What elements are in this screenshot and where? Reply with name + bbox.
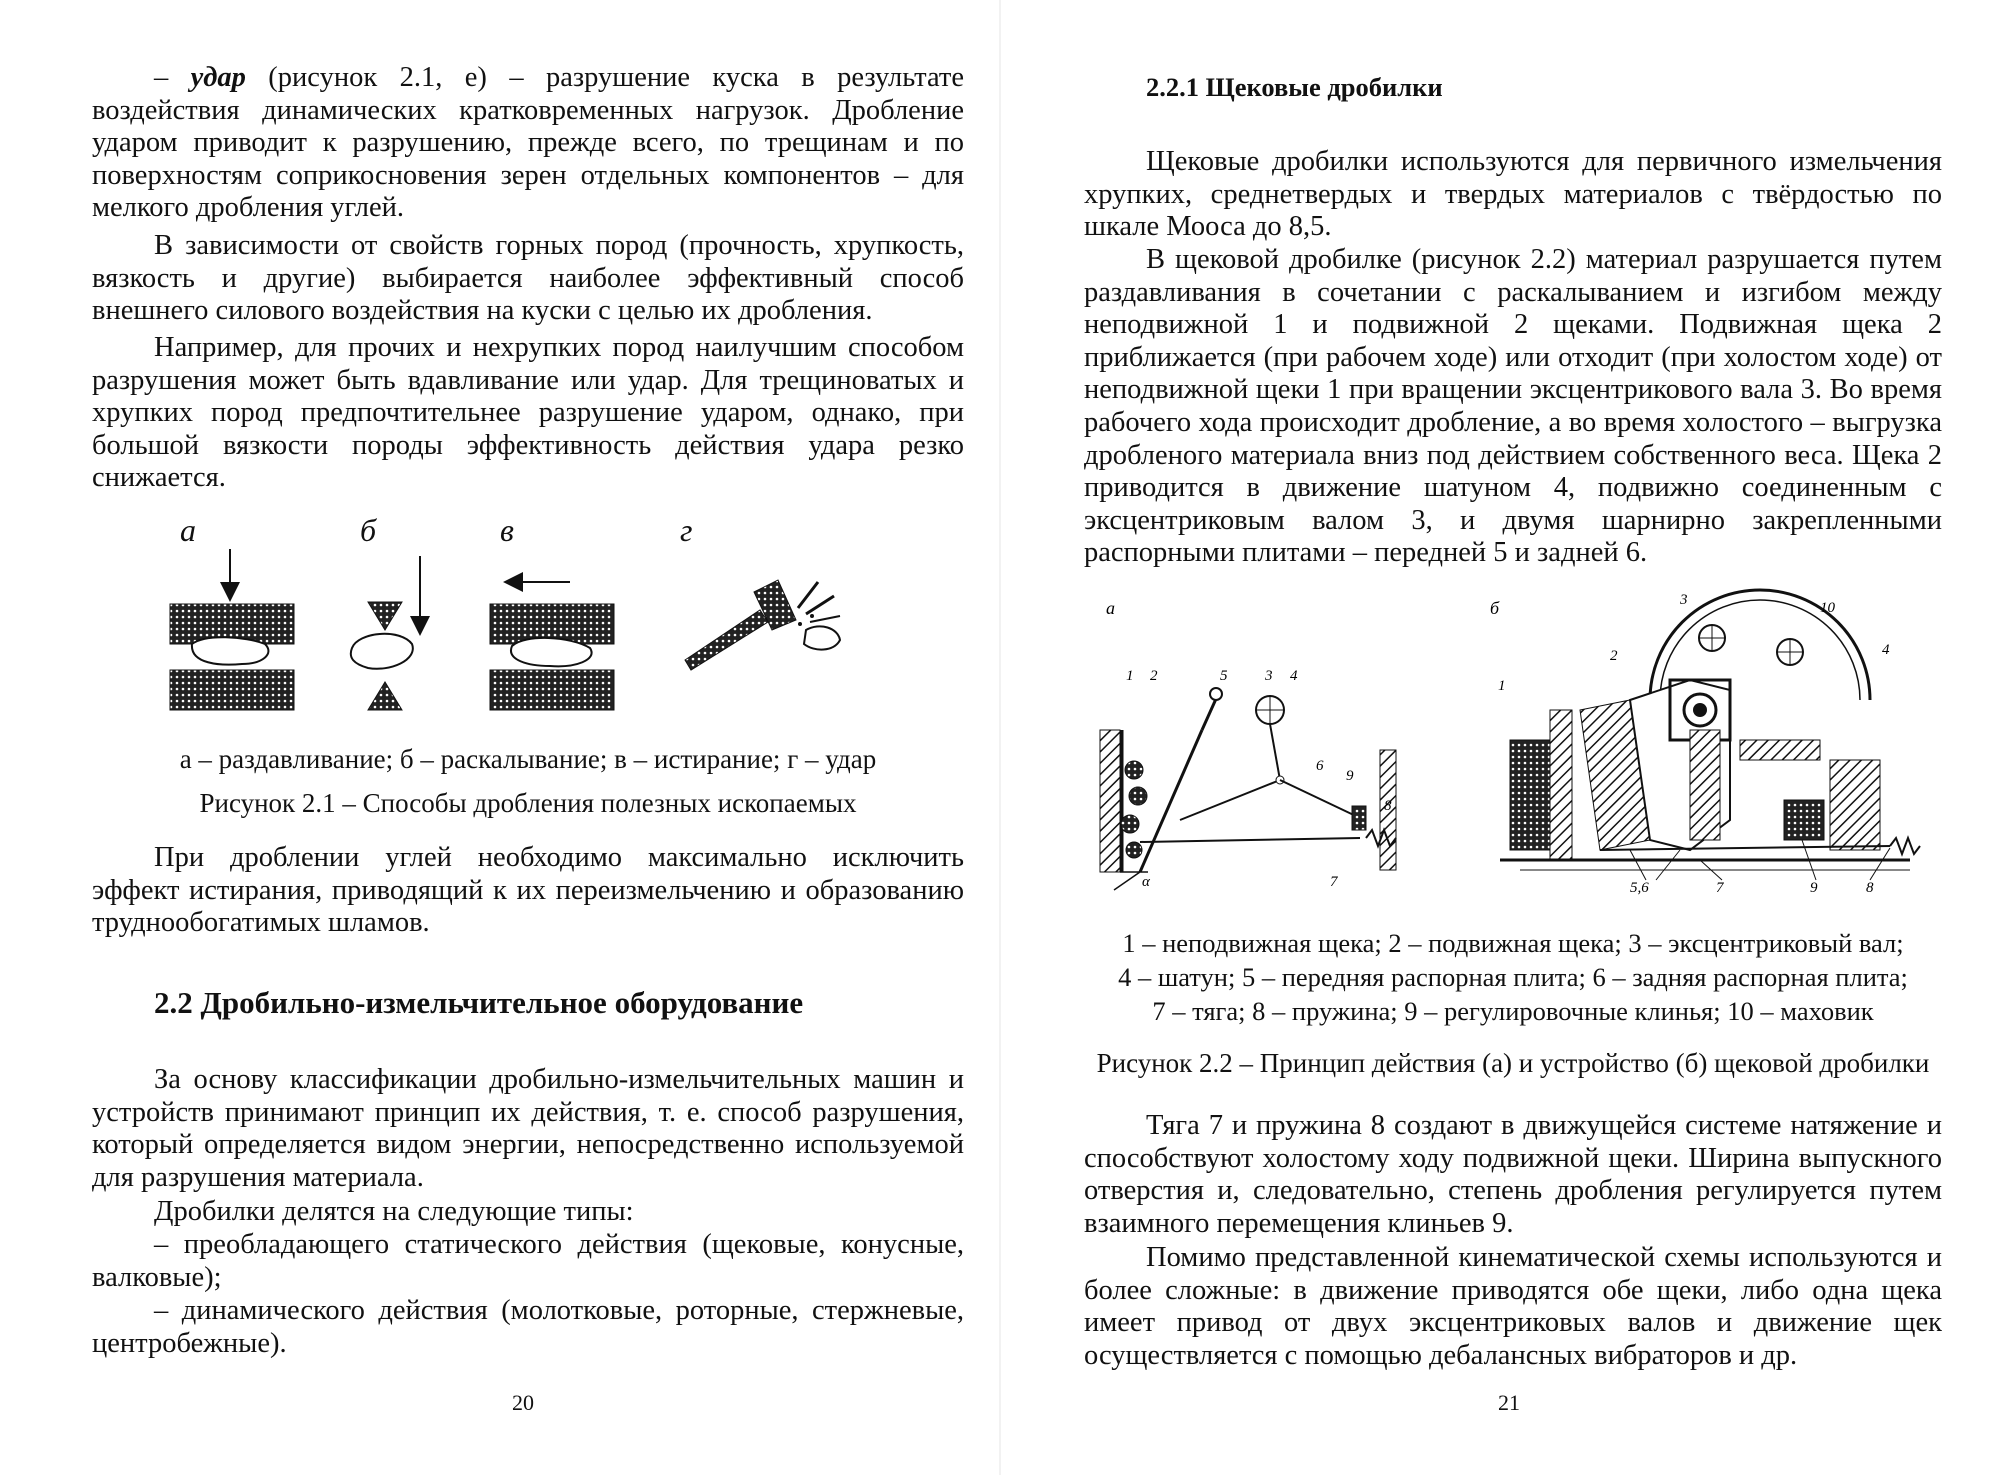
- crushing-methods-drawing: [150, 512, 910, 712]
- fig1-label-g: г: [680, 512, 693, 548]
- svg-text:9: 9: [1346, 768, 1354, 784]
- paragraph-rock-properties: В зависимости от свойств горных пород (прочность, хрупкость, вязкость и другие) выбирается наиболее эффективный способ внешнего силового воздействия на куски с целью их дробления.: [92, 230, 964, 327]
- svg-text:8: 8: [1384, 798, 1392, 814]
- figure-2-2-legend-line-2: 4 – шатун; 5 – передняя распорная плита; 6 – задняя распорная плита;: [1118, 962, 1908, 992]
- svg-text:4: 4: [1882, 642, 1890, 658]
- movable-jaw: [1140, 730, 1202, 872]
- svg-text:9: 9: [1810, 880, 1818, 896]
- paragraph-impact: – удар (рисунок 2.1, е) – разрушение куска в результате воздействия динамических кратковременных нагрузок. Дробление ударом приводит к разрушению, прежде всего, по трещинам и по поверхностям соприкосновения зерен отдельных компонентов – для мелкого дробления углей.: [92, 62, 964, 224]
- list-item-dynamic: – динамического действия (молотковые, роторные, стержневые, центробежные).: [92, 1295, 964, 1359]
- figure-2-1-caption: Рисунок 2.1 – Способы дробления полезных ископаемых: [199, 788, 857, 818]
- fixed-jaw-body: [1100, 730, 1120, 872]
- svg-text:α: α: [1142, 874, 1150, 890]
- svg-text:1: 1: [1126, 668, 1134, 684]
- rear-frame: [1830, 760, 1880, 850]
- fragment-1: [798, 622, 802, 626]
- fig1-label-v: в: [500, 512, 514, 548]
- paragraph-coal-abrasion: При дроблении углей необходимо максимально исключить эффект истирания, приводящий к их переизмельчению и образованию труднообогатимых шламов.: [92, 842, 964, 939]
- figure-2-2-legend-line-3: 7 – тяга; 8 – пружина; 9 – регулировочные клинья; 10 – маховик: [1152, 996, 1874, 1026]
- svg-text:7: 7: [1330, 874, 1338, 890]
- svg-text:4: 4: [1290, 668, 1298, 684]
- adjusting-wedges: [1352, 806, 1366, 830]
- list-item-static: – преобладающего статического действия (щековые, конусные, валковые);: [92, 1229, 964, 1293]
- fig1-label-b: б: [360, 512, 377, 548]
- spark-2: [806, 596, 834, 614]
- jaw-pivot: [1210, 688, 1222, 700]
- page-number-right: 21: [1498, 1390, 1520, 1415]
- lump-g: [804, 626, 840, 649]
- svg-text:7: 7: [1716, 880, 1724, 896]
- material-3: [1121, 815, 1139, 833]
- wedge-top-b: [368, 602, 402, 630]
- wedge-bottom-b: [368, 682, 402, 710]
- svg-text:2: 2: [1150, 668, 1158, 684]
- svg-text:8: 8: [1866, 880, 1874, 896]
- connecting-rod: [1270, 724, 1280, 780]
- paragraph-jaw-crusher-operation: В щековой дробилке (рисунок 2.2) материал разрушается путем раздавливания в сочетании с раскалыванием и изгибом между неподвижной 1 и подвижной 2 щеками. Подвижная щека 2 приближается (при рабочем ходе) или отходит (при холостом ходе) от неподвижной щеки 1 при вращении эксцентрикового вала 3. Во время рабочего хода происходит дробление, а во время холостого – выгрузка дробленого материала вниз под действием собственного веса. Щека 2 приводится в движение шатуном 4, подвижно соединенным с эксцентриковым валом 3, и двумя шарнирно закрепленными распорными плитами – передней 5 и задней 6.: [1084, 244, 1942, 569]
- plate-bottom-v: [490, 670, 614, 710]
- lump-v: [511, 638, 592, 666]
- right-page: [1000, 0, 2000, 1475]
- term-impact: удар: [190, 62, 246, 93]
- hammer-handle: [685, 610, 768, 670]
- svg-text:6: 6: [1316, 758, 1324, 774]
- svg-text:5,6: 5,6: [1630, 880, 1649, 896]
- front-toggle-plate: [1180, 780, 1280, 820]
- figure-2-1-legend: а – раздавливание; б – раскалывание; в – истирание; г – удар: [179, 744, 877, 774]
- fig2-label-a: а: [1106, 598, 1115, 618]
- paragraph-jaw-crusher-use: Щековые дробилки используются для первичного измельчения хрупких, среднетвердых и твердых материалов с твёрдостью по шкале Мооса до 8,5.: [1084, 146, 1942, 243]
- svg-text:10: 10: [1820, 600, 1835, 616]
- pitman-b: [1690, 730, 1720, 840]
- rear-toggle-plate: [1280, 780, 1360, 818]
- paragraph-complex-schemes: Помимо представленной кинематической схемы используются и более сложные: в движение приводятся обе щеки, либо одна щека имеет привод от двух эксцентриковых валов и движение щек осуществляется с помощью дебалансных вибраторов и др.: [1084, 1242, 1942, 1371]
- fig1-label-a: а: [180, 512, 196, 548]
- page-number-left: 20: [512, 1390, 534, 1415]
- svg-text:2: 2: [1610, 648, 1618, 664]
- lump-a: [192, 637, 269, 664]
- svg-text:3: 3: [1265, 668, 1273, 684]
- svg-text:3: 3: [1680, 592, 1688, 608]
- spark-3: [810, 616, 840, 622]
- jaw-crusher-drawing: [1090, 580, 1950, 900]
- paragraph-classification: За основу классификации дробильно-измельчительных машин и устройств принимают принцип их действия, т. е. способ разрушения, который определяется видом энергии, непосредственно используемой для разрушения материала.: [92, 1064, 964, 1193]
- paragraph-tie-rod-spring: Тяга 7 и пружина 8 создают в движущейся системе натяжение и способствуют холостому ходу подвижной щеки. Ширина выпускного отверстия и, следовательно, степень дробления регулируется путем взаимного перемещения клиньев 9.: [1084, 1110, 1942, 1239]
- svg-text:5: 5: [1220, 668, 1228, 684]
- svg-text:1: 1: [1498, 678, 1506, 694]
- figure-2-2: [1090, 580, 1950, 900]
- material-1: [1125, 761, 1143, 779]
- paragraph-example: Например, для прочих и нехрупких пород наилучшим способом разрушения может быть вдавливание или удар. Для трещиноватых и хрупких пород предпочтительнее разрушение ударом, однако, при большой вязкости породы эффективность действия удара резко снижается.: [92, 332, 964, 494]
- wedges-b: [1784, 800, 1824, 840]
- spring-b: [1890, 838, 1920, 854]
- material-2: [1129, 787, 1147, 805]
- section-heading-2-2-1: 2.2.1 Щековые дробилки: [1146, 72, 1443, 102]
- spark-1: [798, 582, 818, 608]
- figure-2-2-legend-line-1: 1 – неподвижная щека; 2 – подвижная щека; 3 – эксцентриковый вал;: [1122, 928, 1904, 958]
- plate-bottom-a: [170, 670, 294, 710]
- tie-rod: [1140, 838, 1360, 842]
- fig2-label-b: б: [1490, 598, 1500, 618]
- figure-2-1: [150, 512, 910, 712]
- figure-2-2-caption: Рисунок 2.2 – Принцип действия (а) и устройство (б) щековой дробилки: [1096, 1048, 1930, 1078]
- fragment-2: [810, 614, 814, 618]
- material-4: [1126, 842, 1142, 858]
- paragraph-types-intro: Дробилки делятся на следующие типы:: [154, 1196, 634, 1227]
- lump-b: [351, 634, 413, 669]
- section-heading-2-2: 2.2 Дробильно-измельчительное оборудование: [154, 985, 804, 1020]
